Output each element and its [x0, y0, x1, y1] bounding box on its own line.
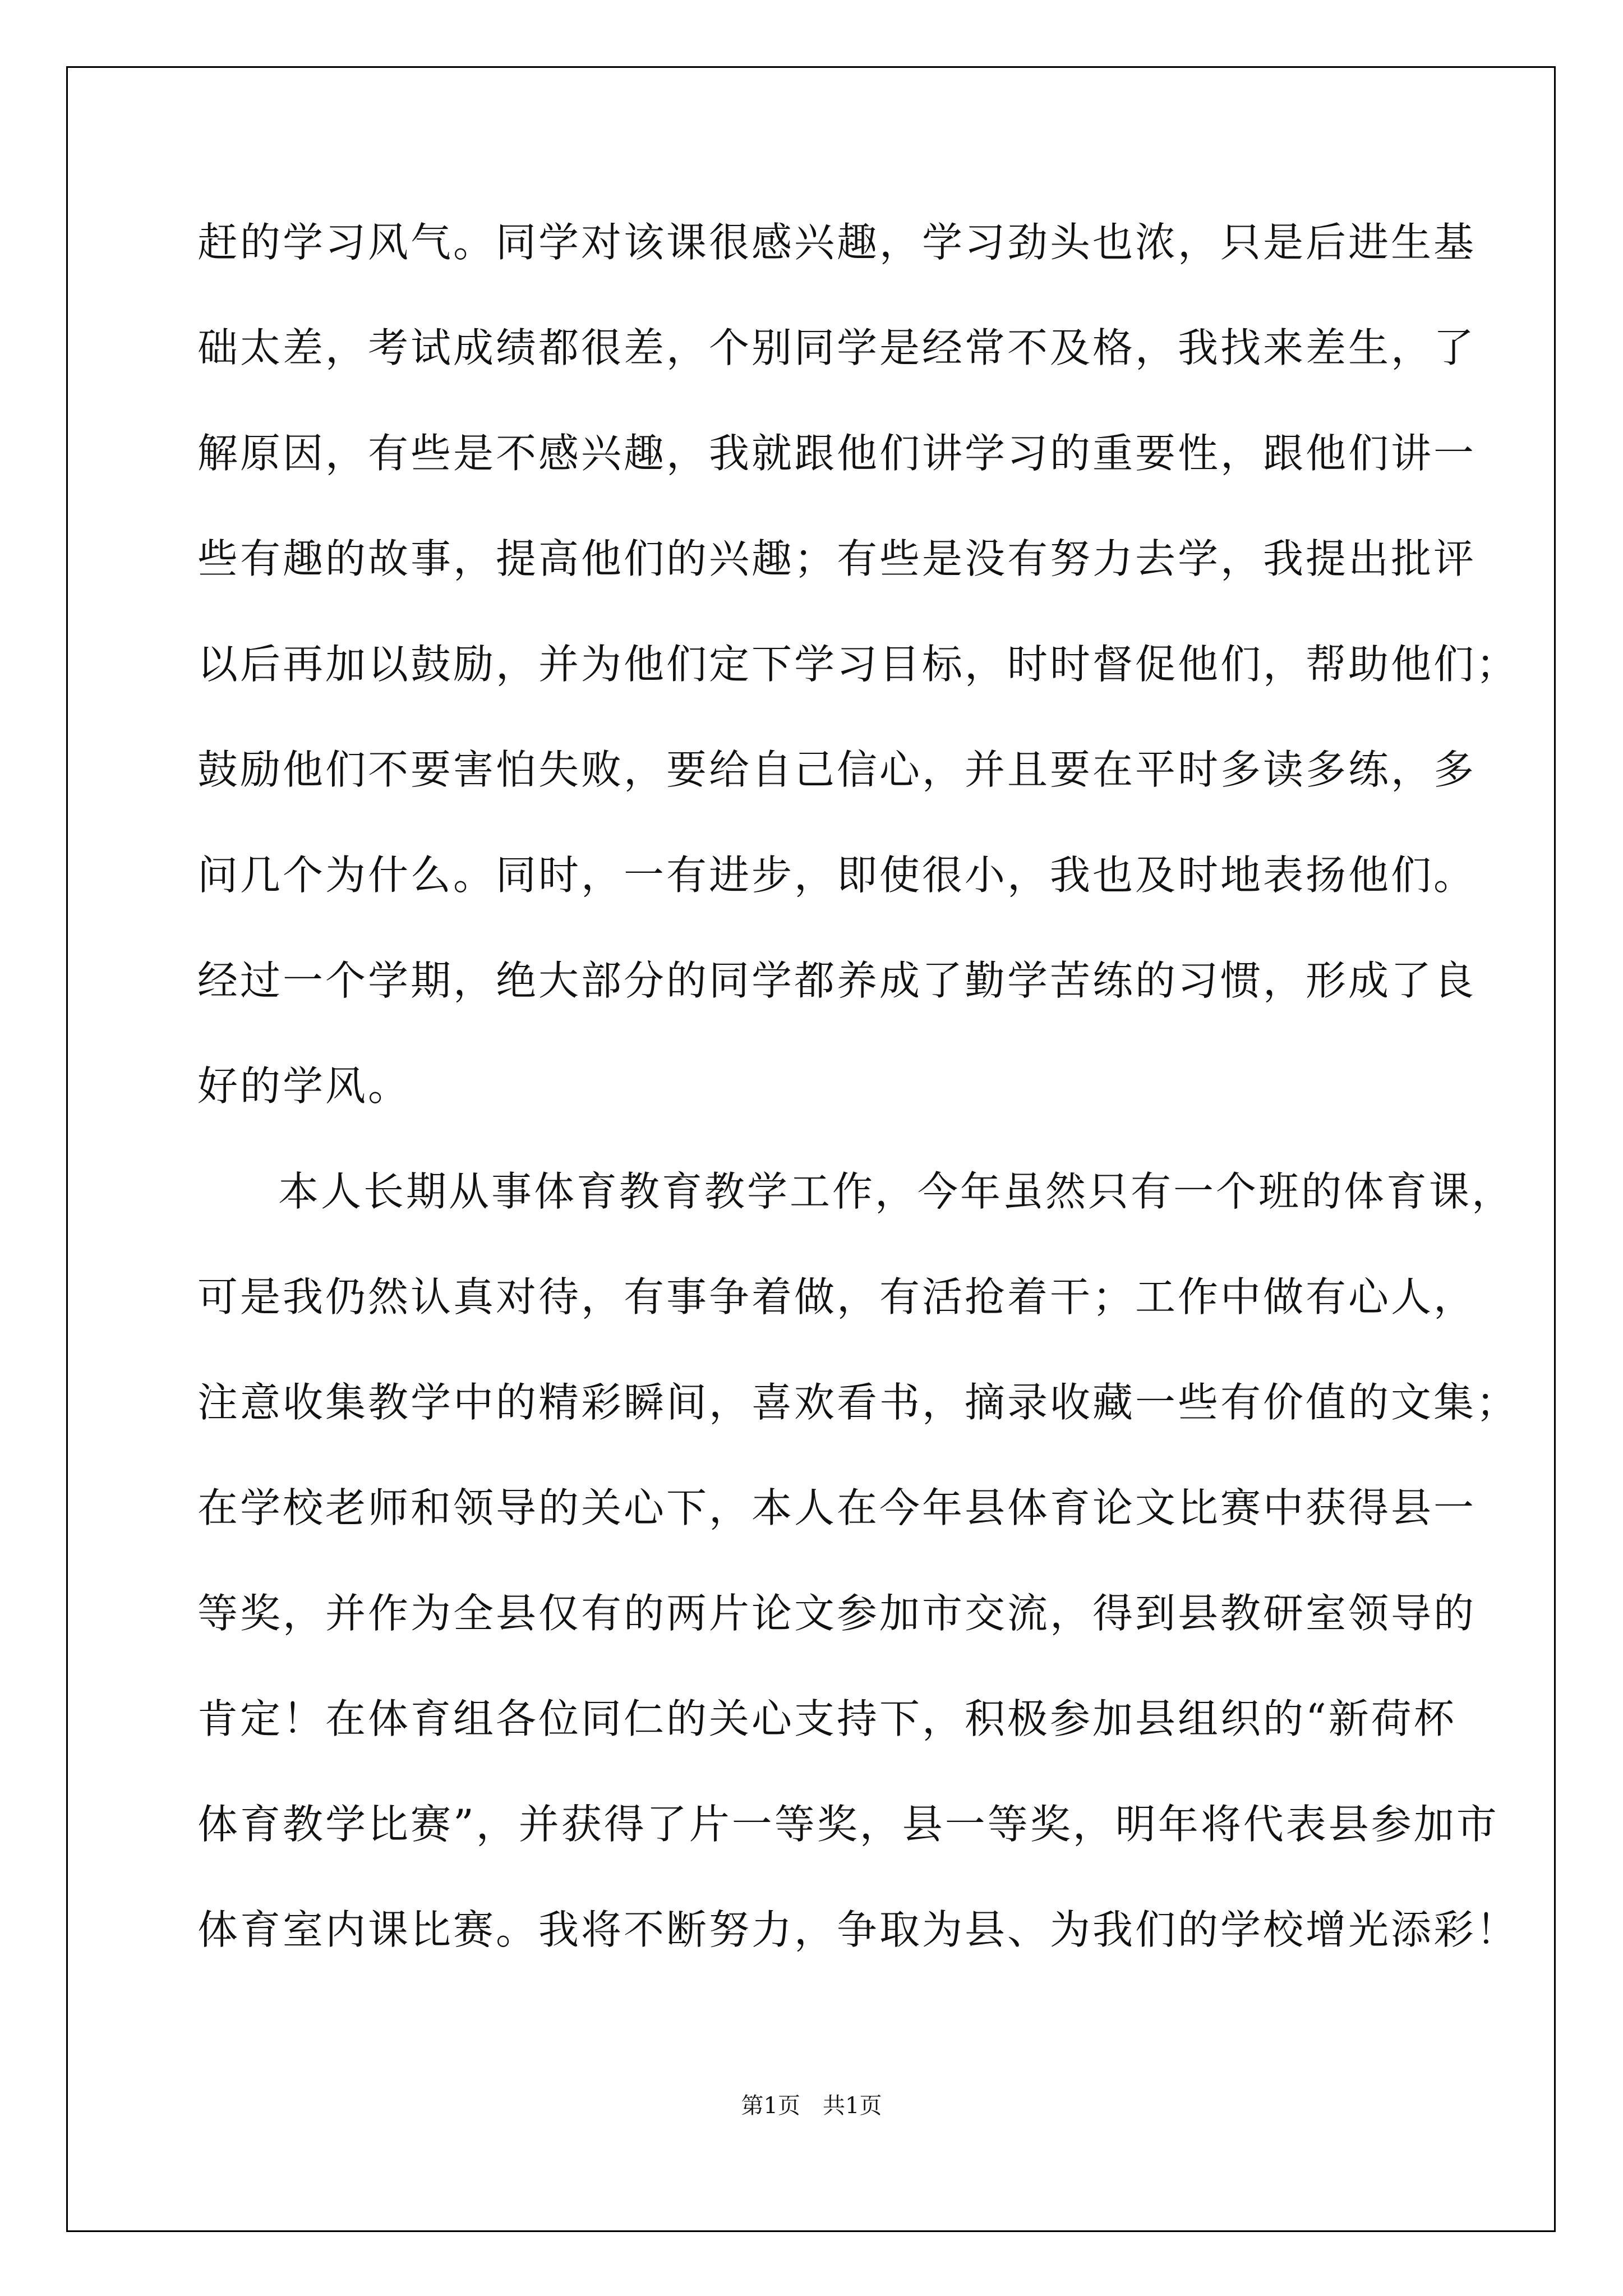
paragraph-1-line: 好的学风。: [197, 1062, 411, 1110]
paragraph-1-line: 解原因，有些是不感兴趣，我就跟他们讲学习的重要性，跟他们讲一: [197, 430, 1477, 477]
page-footer: 第1页 共1页: [741, 2093, 882, 2119]
paragraph-2-line: 等奖，并作为全县仅有的两片论文参加市交流，得到县教研室领导的: [197, 1590, 1477, 1637]
paragraph-2-line: 本人长期从事体育教育教学工作，今年虽然只有一个班的体育课，: [278, 1168, 1515, 1215]
document-body: [197, 219, 1519, 2013]
paragraph-2-line: 可是我仍然认真对待，有事争着做，有活抢着干；工作中做有心人，: [197, 1273, 1477, 1320]
paragraph-2-line: 体育教学比赛”，并获得了片一等奖，县一等奖，明年将代表县参加市: [197, 1801, 1499, 1848]
paragraph-2-line: 在学校老师和领导的关心下，本人在今年县体育论文比赛中获得县一: [197, 1484, 1477, 1531]
paragraph-1-line: 鼓励他们不要害怕失败，要给自己信心，并且要在平时多读多练，多: [197, 746, 1477, 793]
paragraph-1-line: 以后再加以鼓励，并为他们定下学习目标，时时督促他们，帮助他们；: [197, 641, 1519, 688]
paragraph-1-line: 经过一个学期，绝大部分的同学都养成了勤学苦练的习惯，形成了良: [197, 957, 1477, 1004]
paragraph-1-line: 赶的学习风气。同学对该课很感兴趣，学习劲头也浓，只是后进生基: [197, 219, 1477, 266]
paragraph-2-line: 注意收集教学中的精彩瞬间，喜欢看书，摘录收藏一些有价值的文集；: [197, 1379, 1519, 1426]
paragraph-1-line: 些有趣的故事，提高他们的兴趣；有些是没有努力去学，我提出批评: [197, 535, 1477, 582]
paragraph-1-line: 问几个为什么。同时，一有进步，即使很小，我也及时地表扬他们。: [197, 852, 1477, 899]
paragraph-2-line: 体育室内课比赛。我将不断努力，争取为县、为我们的学校增光添彩！: [197, 1906, 1519, 1953]
paragraph-1-line: 础太差，考试成绩都很差，个别同学是经常不及格，我找来差生，了: [197, 324, 1477, 371]
paragraph-2-line: 肯定！在体育组各位同仁的关心支持下，积极参加县组织的“新荷杯: [197, 1695, 1456, 1742]
